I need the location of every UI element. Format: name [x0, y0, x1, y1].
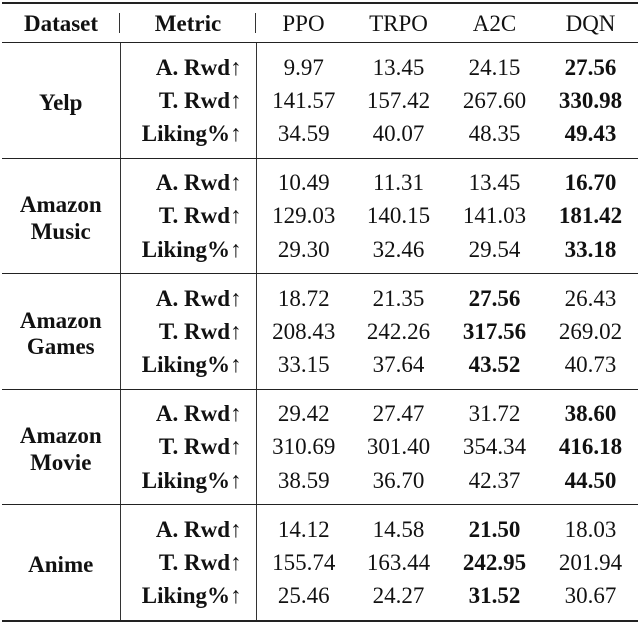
value-cell-a2c: 21.50: [468, 516, 521, 542]
value-cell-trpo: 163.44: [366, 549, 431, 575]
header-a2c: A2C: [446, 3, 543, 43]
value-cell-trpo: 32.46: [351, 231, 446, 274]
value-cell-trpo: 14.58: [372, 516, 425, 542]
value-cell-trpo: 27.47: [372, 401, 425, 426]
table-row: [2, 43, 638, 86]
header-metric: Metric: [120, 3, 256, 43]
value-cell-a2c: 13.45: [468, 170, 521, 195]
value-cell-a2c: 354.34: [462, 434, 527, 460]
metric-label: Liking%↑: [120, 231, 256, 274]
metric-label: A. Rwd↑: [120, 43, 256, 86]
value-cell-a2c: 141.03: [462, 203, 527, 229]
dataset-group: [2, 505, 638, 621]
table-row: [2, 389, 638, 432]
dataset-name: Yelp: [2, 43, 120, 159]
value-cell-trpo: 11.31: [373, 170, 424, 195]
value-cell-ppo: 10.49: [277, 170, 330, 195]
value-cell-a2c: 242.95: [462, 549, 527, 575]
value-cell-ppo: 38.59: [256, 462, 351, 505]
header-dqn: DQN: [543, 3, 638, 43]
value-cell-ppo: 14.12: [277, 516, 330, 542]
metric-label: Liking%↑: [120, 462, 256, 505]
value-cell-dqn: 27.56: [564, 54, 617, 80]
value-cell-a2c: 42.37: [446, 462, 543, 505]
metric-label: A. Rwd↑: [120, 274, 256, 317]
value-cell-trpo: 21.35: [372, 285, 425, 311]
metric-label: T. Rwd↑: [120, 547, 256, 578]
table-header-row: [2, 3, 638, 43]
value-cell-a2c: 31.72: [468, 401, 521, 426]
value-cell-ppo: 208.43: [272, 318, 336, 344]
metric-label: Liking%↑: [120, 116, 256, 159]
dataset-name: Anime: [2, 505, 120, 621]
dataset-group: [2, 43, 638, 159]
value-cell-ppo: 310.69: [272, 434, 336, 460]
value-cell-dqn: 269.02: [558, 318, 623, 344]
dataset-name: Amazon Movie: [2, 389, 120, 505]
value-cell-dqn: 201.94: [558, 549, 623, 575]
value-cell-a2c: 29.54: [446, 231, 543, 274]
value-cell-dqn: 416.18: [558, 434, 623, 460]
metric-label: T. Rwd↑: [120, 316, 256, 347]
value-cell-a2c: 48.35: [446, 116, 543, 159]
value-cell-dqn: 44.50: [543, 462, 638, 505]
value-cell-trpo: 242.26: [366, 318, 431, 344]
value-cell-trpo: 13.45: [372, 54, 425, 80]
value-cell-dqn: 26.43: [564, 285, 617, 311]
value-cell-ppo: 29.30: [256, 231, 351, 274]
value-cell-ppo: 25.46: [256, 578, 351, 621]
value-cell-ppo: 18.72: [277, 285, 330, 311]
value-cell-a2c: 267.60: [462, 87, 527, 113]
metric-label: A. Rwd↑: [120, 389, 256, 432]
metric-label: T. Rwd↑: [120, 85, 256, 116]
value-cell-dqn: 30.67: [543, 578, 638, 621]
value-cell-trpo: 24.27: [351, 578, 446, 621]
dataset-name: Amazon Music: [2, 158, 120, 274]
value-cell-trpo: 301.40: [366, 434, 431, 460]
value-cell-dqn: 16.70: [564, 170, 617, 195]
value-cell-trpo: 36.70: [351, 462, 446, 505]
value-cell-a2c: 31.52: [446, 578, 543, 621]
dataset-group: [2, 389, 638, 505]
value-cell-ppo: 155.74: [272, 549, 336, 575]
value-cell-dqn: 18.03: [564, 516, 617, 542]
value-cell-trpo: 140.15: [366, 203, 431, 229]
table-row: [2, 505, 638, 548]
metric-label: Liking%↑: [120, 347, 256, 390]
value-cell-dqn: 49.43: [543, 116, 638, 159]
metric-label: A. Rwd↑: [120, 158, 256, 201]
results-table: [2, 2, 638, 622]
header-ppo: PPO: [256, 3, 351, 43]
value-cell-ppo: 34.59: [256, 116, 351, 159]
table-row: [2, 274, 638, 317]
metric-label: T. Rwd↑: [120, 201, 256, 232]
value-cell-dqn: 330.98: [558, 87, 623, 113]
value-cell-ppo: 129.03: [272, 203, 336, 229]
value-cell-a2c: 27.56: [468, 285, 521, 311]
metric-label: T. Rwd↑: [120, 432, 256, 463]
value-cell-trpo: 157.42: [366, 87, 431, 113]
value-cell-a2c: 317.56: [462, 318, 527, 344]
dataset-name: Amazon Games: [2, 274, 120, 390]
header-trpo: TRPO: [351, 3, 446, 43]
value-cell-a2c: 24.15: [468, 54, 521, 80]
value-cell-dqn: 38.60: [564, 401, 617, 426]
value-cell-dqn: 33.18: [543, 231, 638, 274]
metric-label: A. Rwd↑: [120, 505, 256, 548]
table-row: [2, 158, 638, 201]
value-cell-dqn: 181.42: [558, 203, 623, 229]
value-cell-trpo: 37.64: [351, 347, 446, 390]
value-cell-trpo: 40.07: [351, 116, 446, 159]
value-cell-dqn: 40.73: [543, 347, 638, 390]
value-cell-a2c: 43.52: [446, 347, 543, 390]
value-cell-ppo: 9.97: [283, 54, 324, 80]
value-cell-ppo: 33.15: [256, 347, 351, 390]
dataset-group: [2, 158, 638, 274]
value-cell-ppo: 29.42: [277, 401, 330, 426]
dataset-group: [2, 274, 638, 390]
value-cell-ppo: 141.57: [272, 87, 336, 113]
metric-label: Liking%↑: [120, 578, 256, 621]
header-dataset: Dataset: [2, 3, 120, 43]
